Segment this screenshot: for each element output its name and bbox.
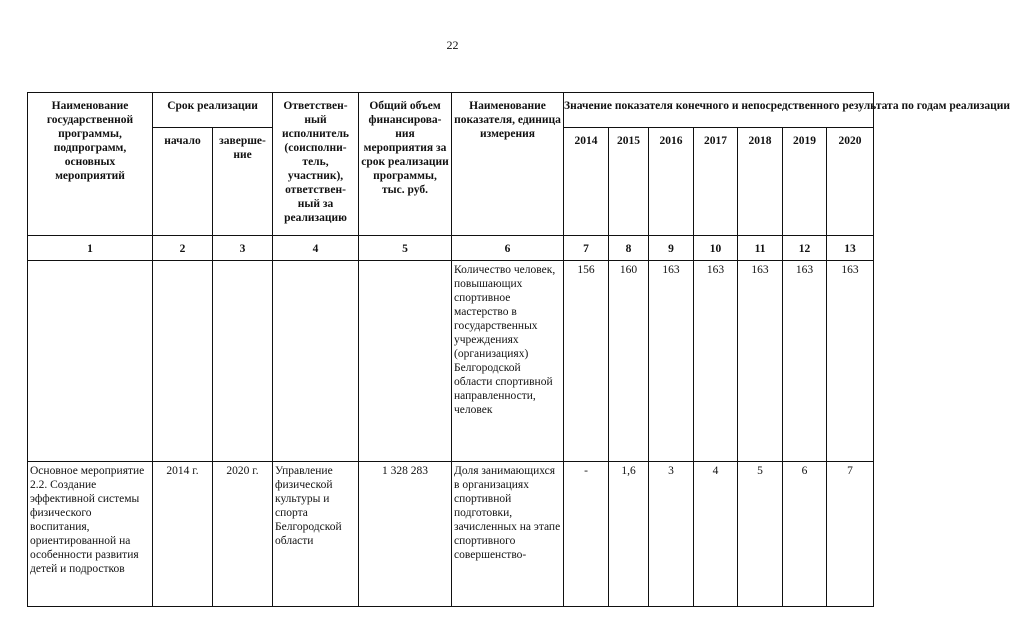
cell-funding: 1 328 283 — [359, 462, 452, 607]
column-number: 1 — [28, 236, 153, 261]
table-row — [28, 261, 874, 462]
column-number: 3 — [213, 236, 273, 261]
cell-value: - — [564, 462, 609, 607]
cell-value: 163 — [783, 261, 827, 462]
column-number: 9 — [649, 236, 694, 261]
header-year: 2016 — [649, 128, 694, 236]
column-number: 2 — [153, 236, 213, 261]
cell-value: 1,6 — [609, 462, 649, 607]
column-number: 7 — [564, 236, 609, 261]
cell-indicator: Доля занимающихся в организациях спортивной подготовки, зачисленных на этапе спортивного совершенство- — [452, 462, 564, 607]
header-name: Наименование государственной программы, подпрограмм, основных мероприятий — [28, 93, 153, 236]
cell-value: 3 — [649, 462, 694, 607]
cell-end: 2020 г. — [213, 462, 273, 607]
cell-responsible: Управление физической культуры и спорта Белгородской области — [273, 462, 359, 607]
cell-end — [213, 261, 273, 462]
cell-value: 160 — [609, 261, 649, 462]
cell-value: 163 — [649, 261, 694, 462]
cell-start — [153, 261, 213, 462]
header-year: 2020 — [827, 128, 874, 236]
cell-value: 163 — [738, 261, 783, 462]
header-row-1 — [28, 93, 874, 128]
cell-indicator: Количество человек, повышающих спортивное мастерство в государственных учреждениях (организациях) Белгородской области спортивной направленности, человек — [452, 261, 564, 462]
header-year: 2017 — [694, 128, 738, 236]
header-indicator: Наименование показателя, единица измерения — [452, 93, 564, 236]
cell-name: Основное мероприятие 2.2. Создание эффективной системы физического воспитания, ориентированной на особенности развития детей и подростков — [28, 462, 153, 607]
column-number: 4 — [273, 236, 359, 261]
cell-funding — [359, 261, 452, 462]
page-number: 22 — [446, 38, 459, 52]
column-numbers-row — [28, 236, 874, 261]
header-year: 2019 — [783, 128, 827, 236]
cell-value: 6 — [783, 462, 827, 607]
table-row — [28, 462, 874, 607]
cell-start: 2014 г. — [153, 462, 213, 607]
column-number: 6 — [452, 236, 564, 261]
header-year: 2014 — [564, 128, 609, 236]
header-end: заверше-ние — [213, 128, 273, 236]
cell-value: 163 — [827, 261, 874, 462]
header-values: Значение показателя конечного и непосредственного результата по годам реализации — [564, 93, 874, 128]
header-year: 2015 — [609, 128, 649, 236]
header-year: 2018 — [738, 128, 783, 236]
header-funding: Общий объем финансирова-ния мероприятия за срок реализации программы, тыс. руб. — [359, 93, 452, 236]
header-responsible: Ответствен-ный исполнитель (соисполни-тель, участник), ответствен-ный за реализацию — [273, 93, 359, 236]
column-number: 10 — [694, 236, 738, 261]
cell-value: 7 — [827, 462, 874, 607]
column-number: 11 — [738, 236, 783, 261]
header-period: Срок реализации — [153, 93, 273, 128]
column-number: 12 — [783, 236, 827, 261]
cell-name — [28, 261, 153, 462]
cell-value: 156 — [564, 261, 609, 462]
cell-value: 5 — [738, 462, 783, 607]
header-start: начало — [153, 128, 213, 236]
cell-value: 4 — [694, 462, 738, 607]
cell-value: 163 — [694, 261, 738, 462]
program-table — [27, 92, 1010, 607]
cell-responsible — [273, 261, 359, 462]
column-number: 8 — [609, 236, 649, 261]
column-number: 5 — [359, 236, 452, 261]
column-number: 13 — [827, 236, 874, 261]
